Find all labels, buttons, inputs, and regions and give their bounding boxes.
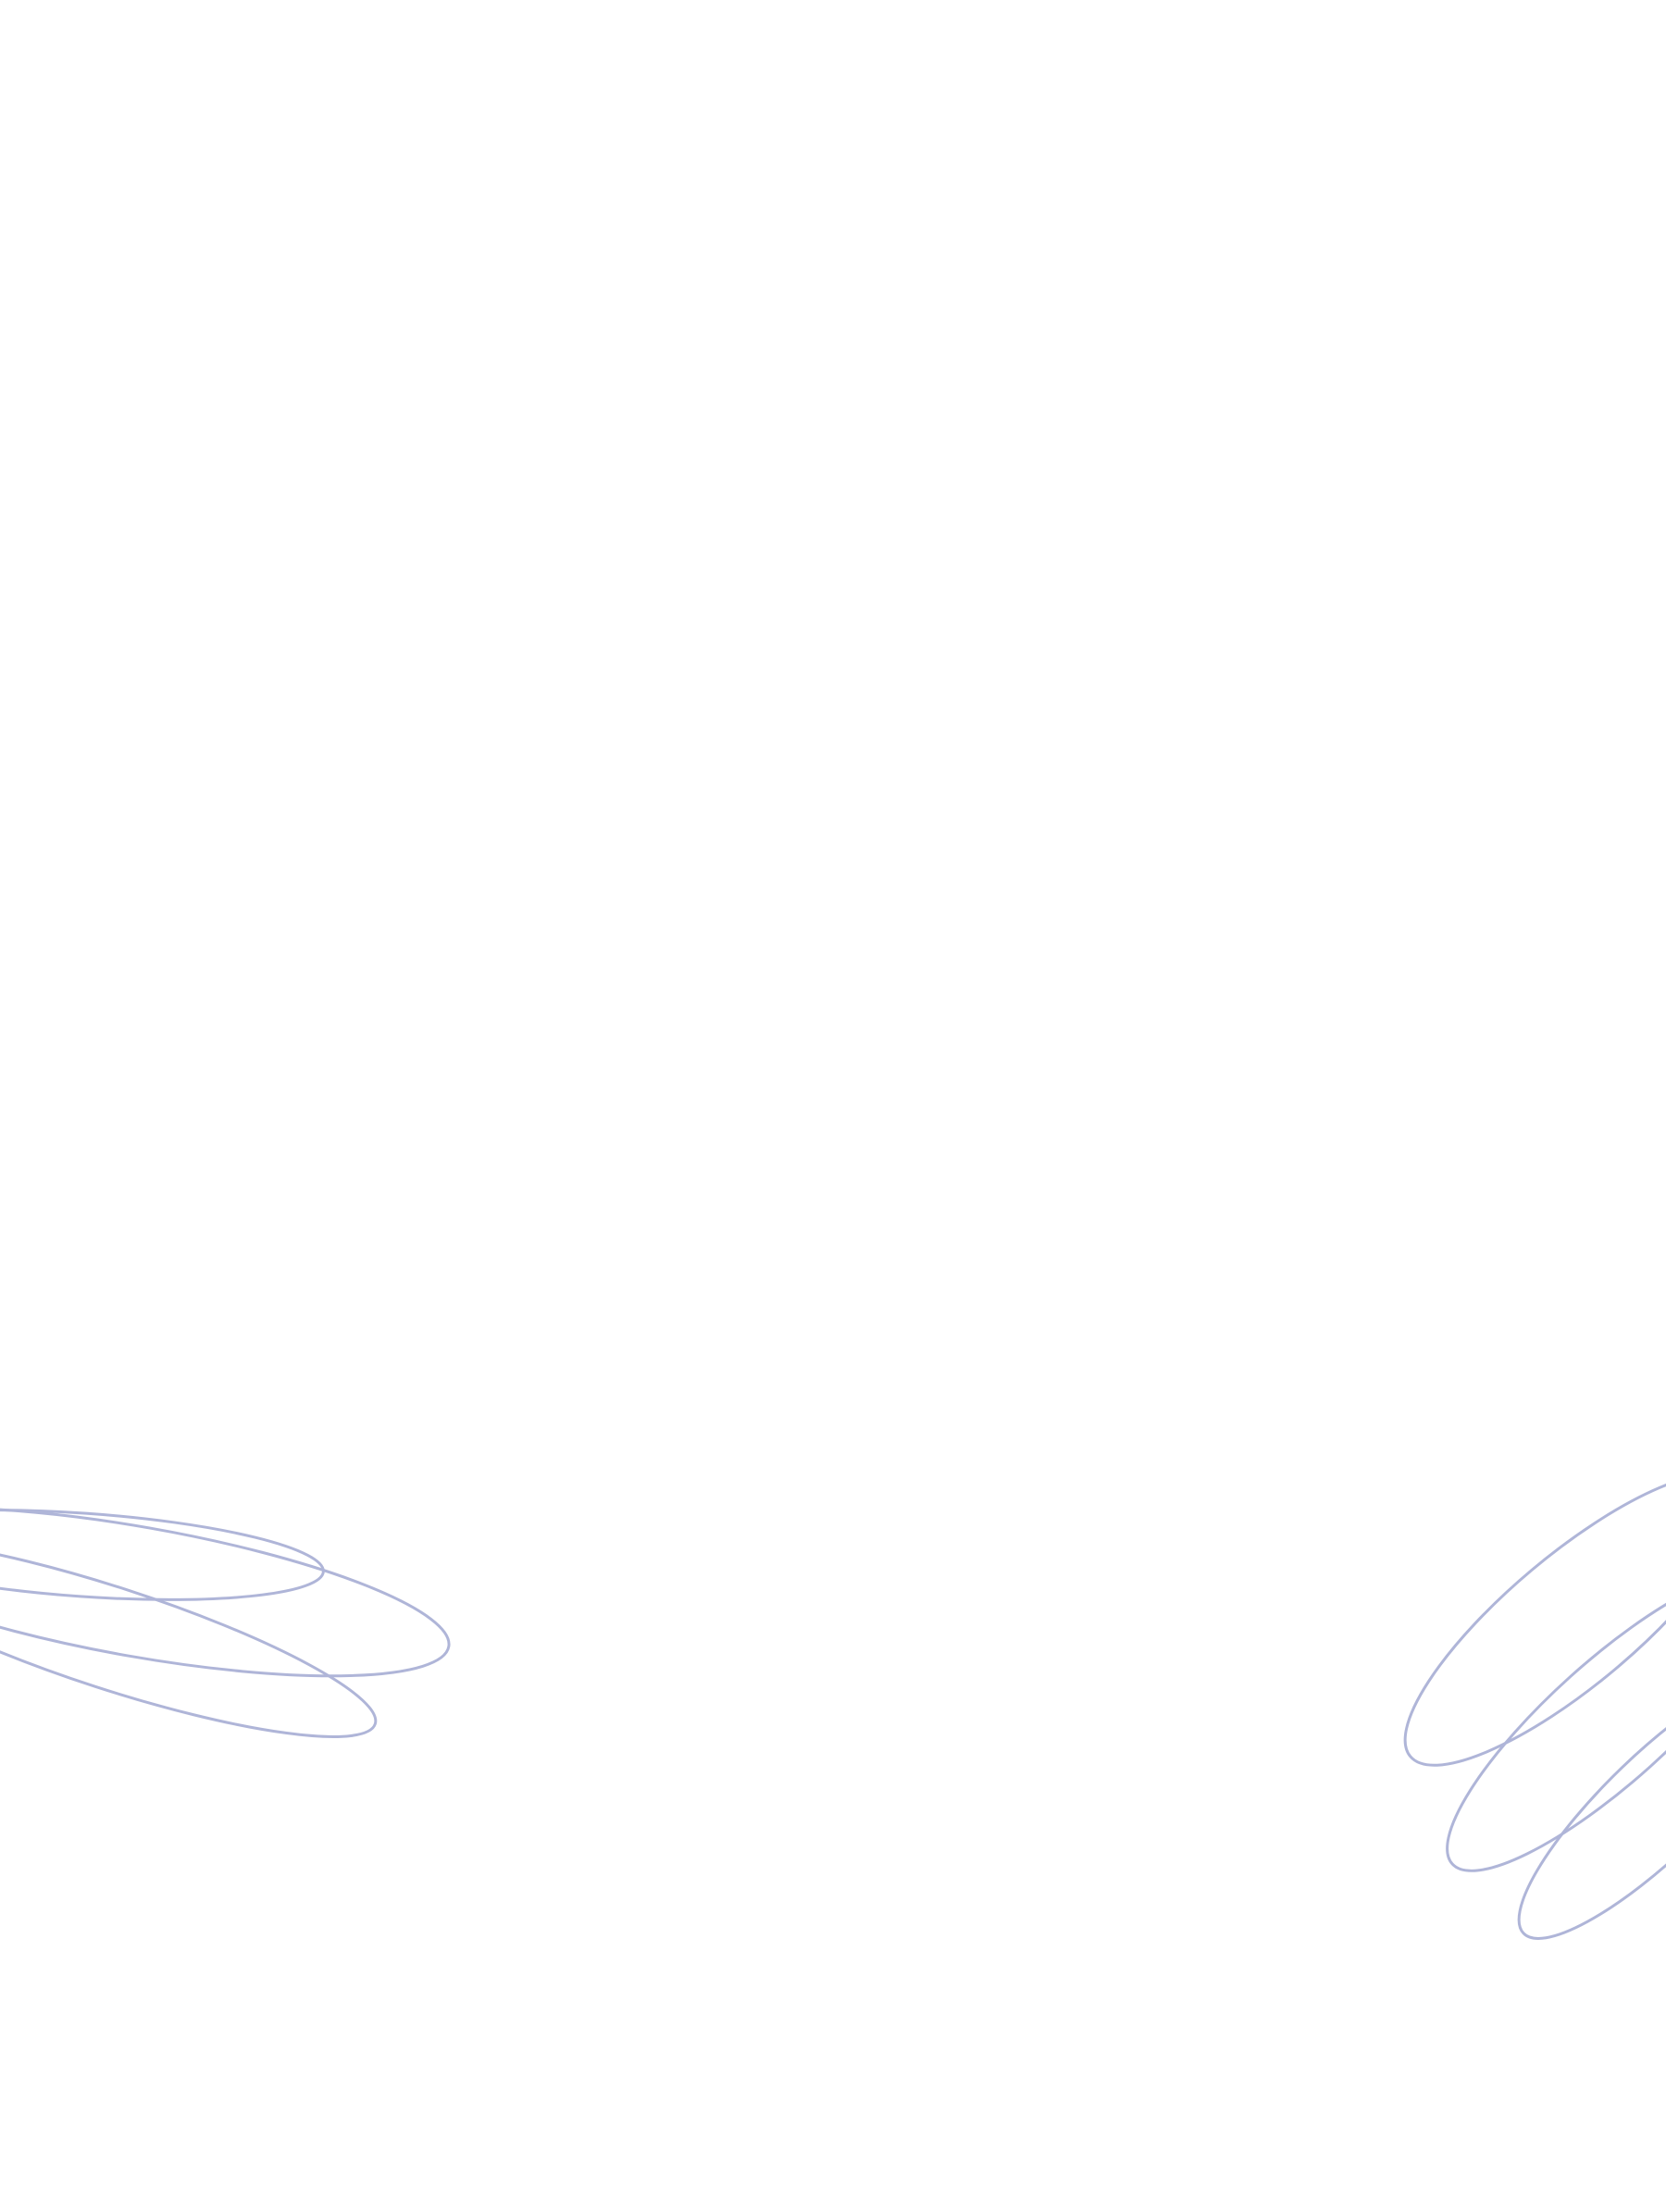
notice-list bbox=[102, 565, 1564, 599]
bullet-icon bbox=[102, 600, 111, 609]
top-blank-area bbox=[0, 0, 1666, 278]
bullet-icon bbox=[102, 634, 111, 643]
notice-panel bbox=[0, 278, 1666, 2212]
